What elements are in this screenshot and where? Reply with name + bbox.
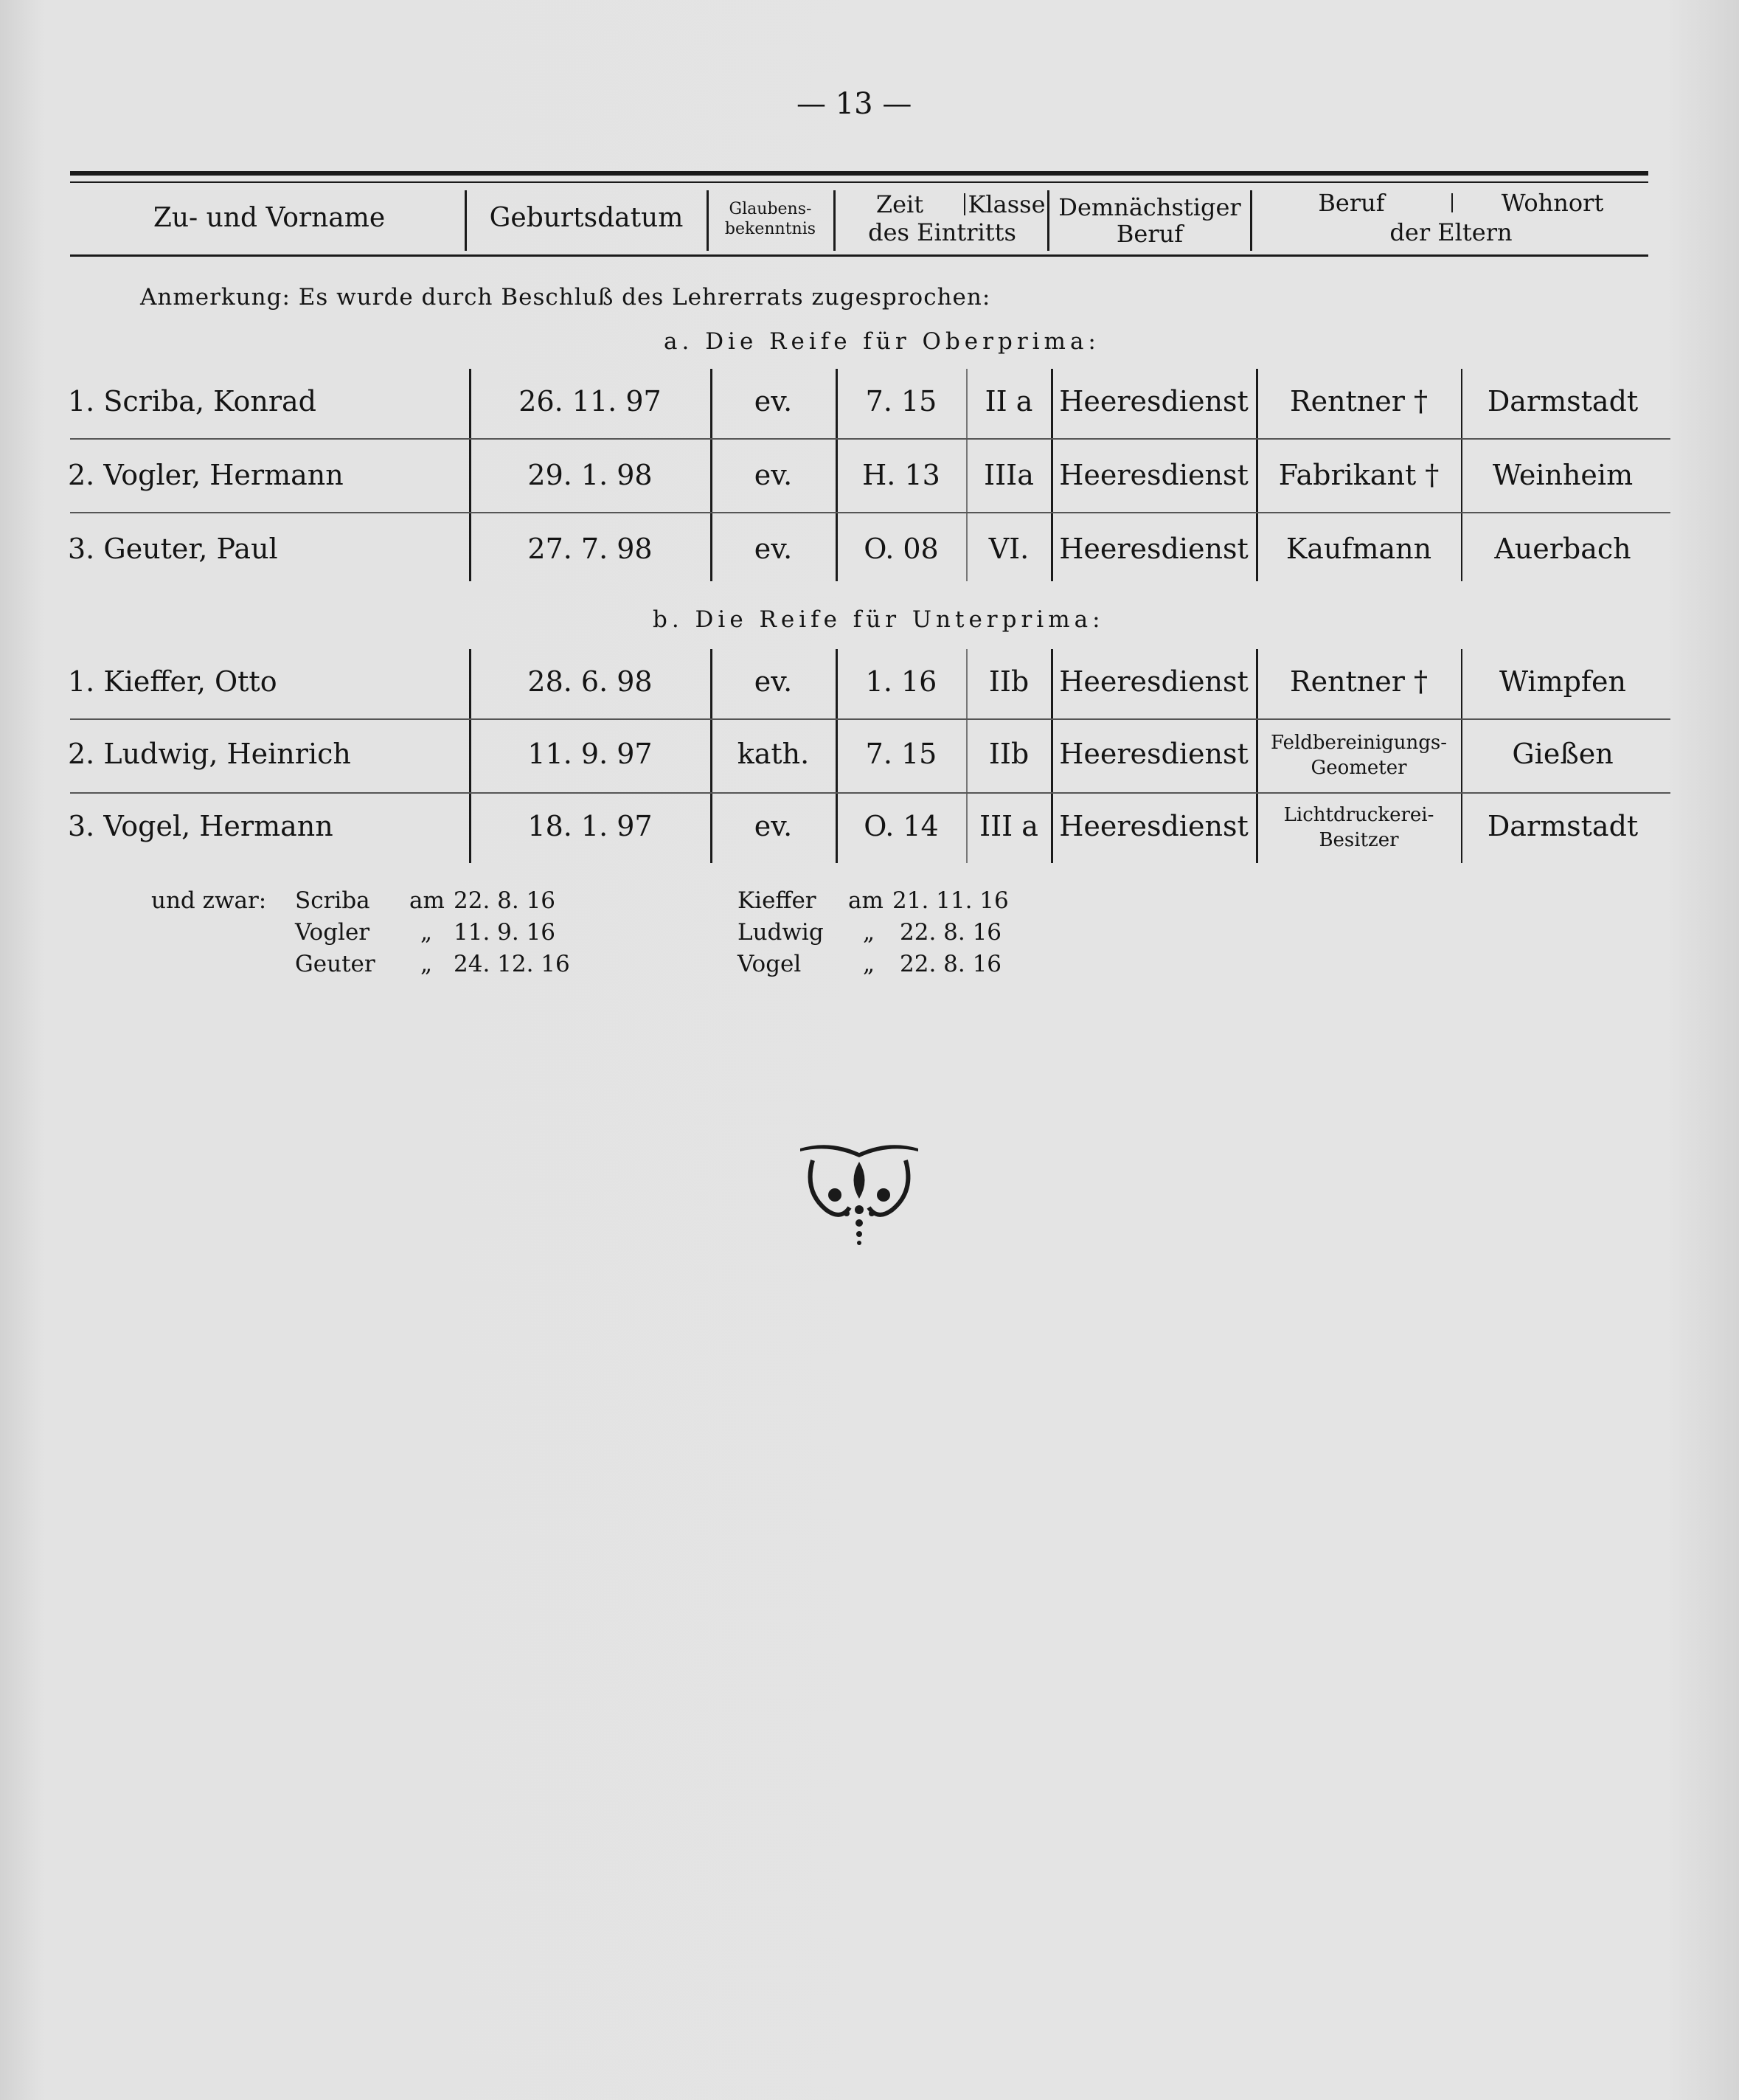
confession: ev.	[754, 533, 793, 565]
date-am: „	[420, 951, 433, 977]
header-des-eintritts: des Eintritts	[868, 218, 1016, 246]
date-value: 21. 11. 16	[892, 887, 1009, 914]
birth-date: 18. 1. 97	[527, 810, 653, 842]
residence: Auerbach	[1494, 533, 1631, 565]
dates-lead: und zwar:	[151, 887, 267, 914]
confession: ev.	[754, 810, 793, 842]
row-separator	[70, 718, 1670, 720]
future-profession: Heeresdienst	[1059, 459, 1249, 491]
student-name: 2. Ludwig, Heinrich	[68, 738, 351, 770]
date-value: 22. 8. 16	[454, 887, 556, 914]
residence: Wimpfen	[1499, 665, 1626, 698]
parent-profession: Rentner †	[1289, 385, 1429, 417]
birth-date: 29. 1. 98	[527, 459, 653, 491]
birth-date: 11. 9. 97	[527, 738, 653, 770]
entry-time: 1. 16	[865, 665, 937, 698]
confession: ev.	[754, 665, 793, 698]
column-line	[1461, 649, 1462, 863]
column-line	[1461, 369, 1462, 581]
header-divider	[833, 190, 836, 251]
column-line	[966, 369, 968, 581]
header-confession-line1: Glaubens-	[729, 200, 812, 218]
header-class: Klasse	[968, 190, 1046, 218]
entry-time: O. 14	[864, 810, 939, 842]
note-text: Anmerkung: Es wurde durch Beschluß des Lehrerrats zugesprochen:	[140, 284, 991, 311]
residence: Darmstadt	[1487, 385, 1639, 417]
entry-class: IIb	[988, 738, 1030, 770]
date-am: „	[863, 919, 875, 946]
date-name: Ludwig	[737, 919, 824, 946]
parent-profession: Rentner †	[1289, 665, 1429, 698]
header-divider	[707, 190, 709, 251]
residence: Darmstadt	[1487, 810, 1639, 842]
date-am: am	[409, 887, 445, 914]
header-future-job-line2: Beruf	[1116, 220, 1184, 248]
header-birthdate: Geburtsdatum	[489, 203, 684, 233]
header-name: Zu- und Vorname	[153, 203, 386, 233]
page-number: — 13 —	[796, 87, 912, 121]
future-profession: Heeresdienst	[1059, 533, 1249, 565]
parent-profession: Lichtdruckerei- Besitzer	[1283, 804, 1434, 851]
date-name: Vogler	[295, 919, 370, 946]
header-residence: Wohnort	[1501, 189, 1604, 217]
header-der-eltern: der Eltern	[1389, 218, 1513, 246]
date-value: 24. 12. 16	[454, 951, 570, 977]
header-divider	[1250, 190, 1252, 251]
parent-profession: Fabrikant †	[1278, 459, 1440, 491]
date-value: 22. 8. 16	[900, 951, 1002, 977]
entry-time: H. 13	[862, 459, 940, 491]
future-profession: Heeresdienst	[1059, 385, 1249, 417]
date-am: „	[420, 919, 433, 946]
header-divider	[1451, 193, 1453, 212]
entry-class: II a	[985, 385, 1033, 417]
header-confession-line2: bekenntnis	[724, 220, 816, 238]
ornament-vignette-icon	[796, 1140, 922, 1250]
birth-date: 26. 11. 97	[518, 385, 662, 417]
future-profession: Heeresdienst	[1059, 665, 1249, 698]
residence: Weinheim	[1492, 459, 1634, 491]
row-separator	[70, 792, 1670, 794]
parent-profession: Feldbereinigungs- Geometer	[1270, 732, 1448, 779]
birth-date: 28. 6. 98	[527, 665, 653, 698]
entry-class: VI.	[988, 533, 1030, 565]
header-time: Zeit	[875, 190, 924, 218]
entry-class: IIIa	[984, 459, 1034, 491]
residence: Gießen	[1512, 738, 1614, 770]
future-profession: Heeresdienst	[1059, 810, 1249, 842]
confession: kath.	[737, 738, 810, 770]
confession: ev.	[754, 385, 793, 417]
future-profession: Heeresdienst	[1059, 738, 1249, 770]
section-title-unterprima: b. Die Reife für Unterprima:	[653, 606, 1105, 633]
column-line	[469, 369, 471, 581]
confession: ev.	[754, 459, 793, 491]
header-bottom-rule	[70, 254, 1648, 257]
section-title-oberprima: a. Die Reife für Oberprima:	[664, 328, 1100, 355]
entry-class: IIb	[988, 665, 1030, 698]
column-line	[966, 649, 968, 863]
entry-class: III a	[979, 810, 1038, 842]
header-divider	[465, 190, 467, 251]
header-future-job-line1: Demnächstiger	[1058, 193, 1241, 221]
date-value: 11. 9. 16	[454, 919, 556, 946]
header-divider	[1047, 190, 1049, 251]
row-separator	[70, 512, 1670, 513]
date-am: am	[848, 887, 884, 914]
entry-time: 7. 15	[865, 738, 937, 770]
student-name: 3. Geuter, Paul	[68, 533, 278, 565]
header-divider	[964, 193, 965, 215]
date-am: „	[863, 951, 875, 977]
date-name: Vogel	[737, 951, 802, 977]
student-name: 3. Vogel, Hermann	[68, 810, 333, 842]
student-name: 1. Kieffer, Otto	[68, 665, 277, 698]
date-value: 22. 8. 16	[900, 919, 1002, 946]
header-parents-job: Beruf	[1318, 189, 1385, 217]
student-name: 2. Vogler, Hermann	[68, 459, 344, 491]
column-line	[469, 649, 471, 863]
date-name: Scriba	[295, 887, 370, 914]
date-name: Geuter	[295, 951, 375, 977]
entry-time: 7. 15	[865, 385, 937, 417]
parent-profession: Kaufmann	[1285, 533, 1432, 565]
header-top-rule	[70, 171, 1648, 176]
birth-date: 27. 7. 98	[527, 533, 653, 565]
header-top-rule-thin	[70, 181, 1648, 183]
entry-time: O. 08	[864, 533, 939, 565]
row-separator	[70, 438, 1670, 440]
student-name: 1. Scriba, Konrad	[68, 385, 316, 417]
date-name: Kieffer	[737, 887, 816, 914]
